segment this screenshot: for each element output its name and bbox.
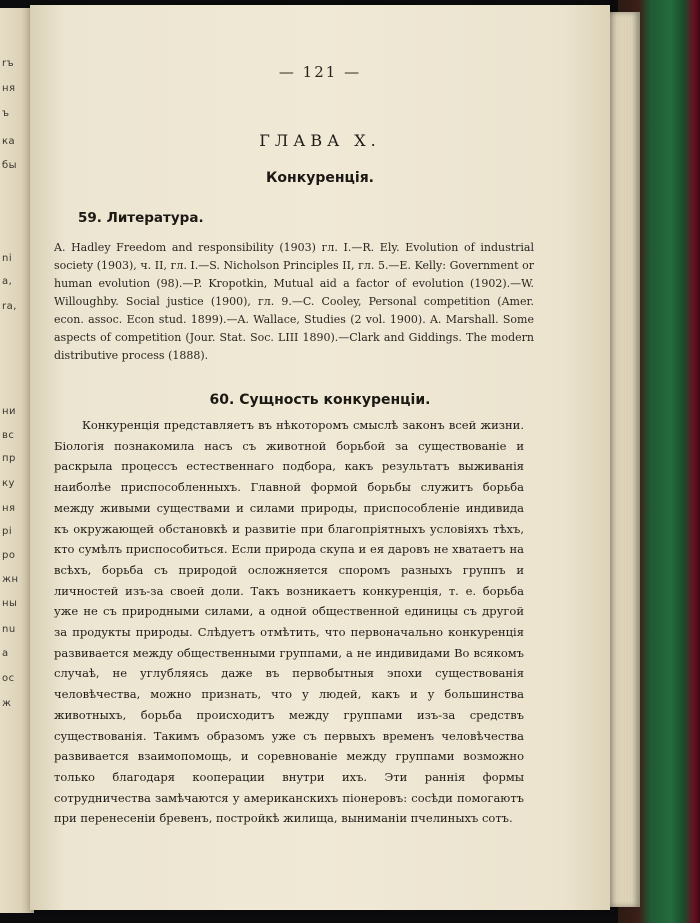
left-fragment: ку <box>2 478 15 489</box>
page-number: — 121 — <box>278 63 362 81</box>
left-fragment: а <box>2 648 9 659</box>
left-fragment: ъ <box>2 108 10 119</box>
left-fragment: бы <box>2 160 18 171</box>
chapter-title: Конкуренція. <box>265 170 375 186</box>
left-fragment: rъ <box>2 58 15 69</box>
left-fragment: ni <box>2 253 13 264</box>
left-fragment: oc <box>2 673 15 684</box>
literature-list: A. Hadley Freedom and responsibility (1903) гл. I.—R. Ely. Evolution of industrial society (1903), ч. II, гл. I.—S. Nicholson Principles II, гл. 5.—E. Kelly: Government or human evolution (98).—P. Kropotkin, Mutual aid a factor of evolution (1902).—W. Willoughby. Social justice (1900), гл. 9.—C. Cooley, Personal competition (Amer. econ. assoc. Econ stud. 1899).—A. Wallace, Studies (2 vol. 1900). A. Marshall. Some aspects of competition (Jour. Stat. Soc. LIII 1890).—Clark and Giddings. The modern distributive process (1888). <box>54 241 534 362</box>
left-fragment: po <box>2 550 16 561</box>
book-page <box>30 5 610 910</box>
left-fragment: pi <box>2 526 13 537</box>
left-fragment: nu <box>2 624 16 635</box>
left-fragment: ня <box>2 503 16 514</box>
left-fragment: a, <box>2 276 13 287</box>
left-fragment: ж <box>2 698 12 709</box>
left-fragment: ra, <box>2 301 17 312</box>
section-heading-essence: 60. Сущность конкуренціи. <box>209 392 431 408</box>
left-fragment: ка <box>2 136 16 147</box>
left-fragment: ны <box>2 598 18 609</box>
left-fragment: ни <box>2 406 17 417</box>
section-heading-literature: 59. Литература. <box>78 210 204 226</box>
left-fragment: жн <box>2 574 19 585</box>
left-fragment: пр <box>2 453 16 464</box>
chapter-heading: ГЛАВА X. <box>259 131 381 150</box>
body-paragraph: Конкуренція представляетъ въ нѣкоторомъ смыслѣ законъ всей жизни. Біологія познакомила насъ съ животной борьбой за существованіе и раскрыла процессъ естественнаго подбора, какъ результатъ выживанія наиболѣе приспособленныхъ. Главной формой борьбы служитъ борьба между живыми существами и силами природы, приспособленіе индивида къ окружающей обстановкѣ и развитіе при благопріятныхъ условіяхъ тѣхъ, кто сумѣлъ приспособиться. Если природа скупа и ея даровъ не хватаетъ на всѣхъ, борьба съ природой осложняется споромъ разныхъ группъ и личностей изъ-за своей доли. Такъ возникаетъ конкуренція, т. е. борьба уже не съ природными силами, а одной общественной единицы съ другой за продукты природы. Слѣдуетъ отмѣтить, что первоначально конкуренція развивается между общественными группами, а не индивидами Во всякомъ случаѣ, не углубляясь даже въ первобытныя эпохи существованія человѣчества, можно признать, что у людей, какъ и у большинства животныхъ, борьба происходитъ между группами изъ-за средствъ существованія. Такимъ образомъ уже съ первыхъ временъ человѣчества развивается взаимопомощь, и соревнованіе между группами возможно только благодаря кооперации внутри ихъ. Эти раннія формы сотрудничества замѣчаются у американскихъ піонеровъ: сосѣди помогаютъ при перенесеніи бревенъ, постройкѣ жилища, выниманіи пчелиныхъ сотъ. <box>54 418 524 826</box>
left-fragment: вс <box>2 430 15 441</box>
left-fragment: ня <box>2 83 16 94</box>
left-page-margin <box>0 8 34 913</box>
